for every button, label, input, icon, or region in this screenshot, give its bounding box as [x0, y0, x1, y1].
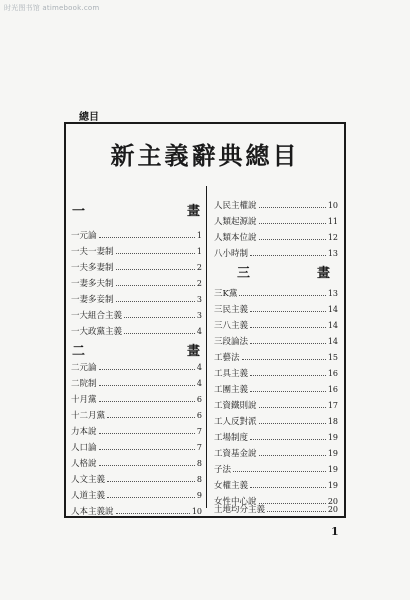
entry-page: 2 [196, 278, 202, 288]
toc-entry[interactable] [71, 504, 202, 518]
toc-entry[interactable] [214, 478, 338, 492]
dot-leader [107, 480, 195, 482]
dot-leader [99, 448, 195, 450]
entry-page: 19 [327, 480, 338, 490]
entry-title: 力本說 [71, 427, 97, 437]
entry-page: 6 [196, 410, 202, 420]
toc-entry[interactable] [214, 350, 338, 364]
entry-title: 工藝法 [214, 353, 240, 363]
entry-title: 工團主義 [214, 385, 249, 395]
entry-page: 17 [327, 400, 338, 410]
entry-page: 1 [196, 230, 202, 240]
entry-title: 工場制度 [214, 433, 249, 443]
toc-entry[interactable] [214, 334, 338, 348]
entry-page: 3 [196, 310, 202, 320]
toc-entry[interactable] [214, 430, 338, 444]
entry-title: 土地均分主義 [214, 505, 266, 515]
entry-title: 八小時制 [214, 249, 249, 259]
toc-entry[interactable] [71, 488, 202, 502]
entry-title: 工資鐵則說 [214, 401, 257, 411]
entry-page: 10 [327, 200, 338, 210]
dot-leader [124, 316, 195, 318]
toc-entry[interactable] [214, 230, 338, 244]
entry-title: 女性中心說 [214, 497, 257, 507]
entry-page: 19 [327, 448, 338, 458]
entry-page: 20 [327, 496, 338, 506]
entry-title: 十二月黨 [71, 411, 106, 421]
entry-title: 人本主義說 [71, 507, 114, 517]
entry-page: 6 [196, 394, 202, 404]
section-heading-two [72, 340, 200, 358]
entry-page: 14 [327, 320, 338, 330]
entry-title: 三八主義 [214, 321, 249, 331]
dot-leader [116, 252, 195, 254]
toc-entry[interactable] [214, 246, 338, 260]
entry-title: 二院制 [71, 379, 97, 389]
dot-leader [259, 206, 326, 208]
toc-entry[interactable] [214, 462, 338, 476]
page-title: 新主義辭典總目 [110, 141, 300, 170]
dot-leader [259, 238, 326, 240]
watermark-text: 时光图书馆 atimebook.com [4, 4, 100, 12]
toc-entry[interactable] [214, 446, 338, 460]
entry-page: 18 [327, 416, 338, 426]
toc-entry[interactable] [71, 244, 202, 258]
entry-page: 15 [327, 352, 338, 362]
dot-leader [116, 284, 195, 286]
entry-title: 十月黨 [71, 395, 97, 405]
entry-title: 子法 [214, 465, 232, 475]
entry-page: 2 [196, 262, 202, 272]
toc-entry[interactable] [214, 286, 338, 300]
entry-page: 7 [196, 426, 202, 436]
dot-leader [107, 496, 195, 498]
toc-entry[interactable] [71, 324, 202, 338]
column-divider [206, 186, 207, 508]
entry-page: 13 [327, 288, 338, 298]
entry-title: 二元論 [71, 363, 97, 373]
entry-page: 16 [327, 384, 338, 394]
toc-entry[interactable] [71, 392, 202, 406]
toc-entry[interactable] [214, 198, 338, 212]
entry-title: 一元論 [71, 231, 97, 241]
entry-page: 9 [196, 490, 202, 500]
dot-leader [107, 416, 195, 418]
dot-leader [250, 342, 326, 344]
dot-leader [259, 454, 326, 456]
toc-entry[interactable] [71, 360, 202, 374]
toc-entry[interactable] [71, 472, 202, 486]
entry-page: 4 [196, 326, 202, 336]
entry-page: 11 [327, 216, 338, 226]
entry-title: 工資基金說 [214, 449, 257, 459]
section-heading-number: 二 [72, 343, 86, 359]
entry-title: 人格說 [71, 459, 97, 469]
entry-page: 3 [196, 294, 202, 304]
entry-page: 13 [327, 248, 338, 258]
toc-entry[interactable] [71, 276, 202, 290]
entry-page: 14 [327, 336, 338, 346]
section-heading-one [72, 200, 200, 218]
dot-leader [116, 512, 190, 514]
dot-leader [99, 464, 195, 466]
entry-title: 人類起源說 [214, 217, 257, 227]
dot-leader [99, 236, 195, 238]
toc-entry[interactable] [71, 408, 202, 422]
entry-title: 工人反對派 [214, 417, 257, 427]
section-heading-stroke: 畫 [186, 343, 200, 359]
section-heading-number: 一 [72, 203, 86, 219]
dot-leader [250, 486, 326, 488]
dot-leader [259, 422, 326, 424]
entry-title: 人類本位說 [214, 233, 257, 243]
dot-leader [124, 332, 195, 334]
entry-title: 一大組合主義 [71, 311, 123, 321]
dot-leader [116, 300, 195, 302]
toc-entry[interactable] [71, 260, 202, 274]
toc-entry[interactable] [71, 456, 202, 470]
dot-leader [250, 438, 326, 440]
entry-page: 12 [327, 232, 338, 242]
table-of-contents-frame [64, 122, 346, 518]
dot-leader [250, 254, 326, 256]
toc-entry[interactable] [214, 366, 338, 380]
dot-leader [99, 432, 195, 434]
entry-page: 8 [196, 458, 202, 468]
toc-entry[interactable] [71, 228, 202, 242]
dot-leader [259, 406, 326, 408]
entry-page: 20 [327, 504, 338, 514]
dot-leader [250, 390, 326, 392]
entry-page: 7 [196, 442, 202, 452]
toc-entry[interactable] [214, 302, 338, 316]
dot-leader [250, 310, 326, 312]
toc-entry[interactable] [214, 214, 338, 228]
toc-entry[interactable] [214, 318, 338, 332]
dot-leader [99, 400, 195, 402]
section-heading-stroke: 畫 [186, 203, 200, 219]
dot-leader [250, 374, 326, 376]
entry-title: 三民主義 [214, 305, 249, 315]
entry-title: 人文主義 [71, 475, 106, 485]
entry-page: 19 [327, 432, 338, 442]
toc-entry[interactable] [71, 292, 202, 306]
entry-page: 1 [196, 246, 202, 256]
entry-page: 4 [196, 378, 202, 388]
entry-page: 16 [327, 368, 338, 378]
entry-title: 人道主義 [71, 491, 106, 501]
running-header: 總目 [79, 112, 99, 123]
section-heading-three [237, 262, 330, 280]
entry-title: 工具主義 [214, 369, 249, 379]
toc-entry[interactable] [71, 308, 202, 322]
entry-title: 一夫一妻制 [71, 247, 114, 257]
dot-leader [259, 222, 326, 224]
toc-entry[interactable] [71, 376, 202, 390]
entry-title: 三段論法 [214, 337, 249, 347]
toc-entry[interactable] [71, 424, 202, 438]
dot-leader [267, 510, 326, 512]
entry-title: 一妻多妾制 [71, 295, 114, 305]
toc-entry[interactable] [214, 398, 338, 412]
dot-leader [250, 326, 326, 328]
dot-leader [116, 268, 195, 270]
page-number: 1 [331, 525, 339, 538]
dot-leader [233, 470, 326, 472]
entry-page: 10 [191, 506, 202, 516]
entry-page: 19 [327, 464, 338, 474]
toc-entry[interactable] [214, 502, 338, 516]
dot-leader [242, 358, 326, 360]
section-heading-stroke: 畫 [316, 265, 330, 281]
toc-entry[interactable] [214, 382, 338, 396]
entry-page: 8 [196, 474, 202, 484]
dot-leader [99, 384, 195, 386]
entry-title: 女權主義 [214, 481, 249, 491]
dot-leader [99, 368, 195, 370]
entry-title: 人民主權說 [214, 201, 257, 211]
toc-entry[interactable] [71, 440, 202, 454]
entry-title: 人口論 [71, 443, 97, 453]
dot-leader [239, 294, 325, 296]
entry-title: 一夫多妻制 [71, 263, 114, 273]
toc-entry[interactable] [214, 414, 338, 428]
entry-title: 一妻多夫制 [71, 279, 114, 289]
entry-title: 三K黨 [214, 289, 238, 299]
entry-page: 14 [327, 304, 338, 314]
section-heading-number: 三 [237, 265, 251, 281]
entry-page: 4 [196, 362, 202, 372]
entry-title: 一大政黨主義 [71, 327, 123, 337]
